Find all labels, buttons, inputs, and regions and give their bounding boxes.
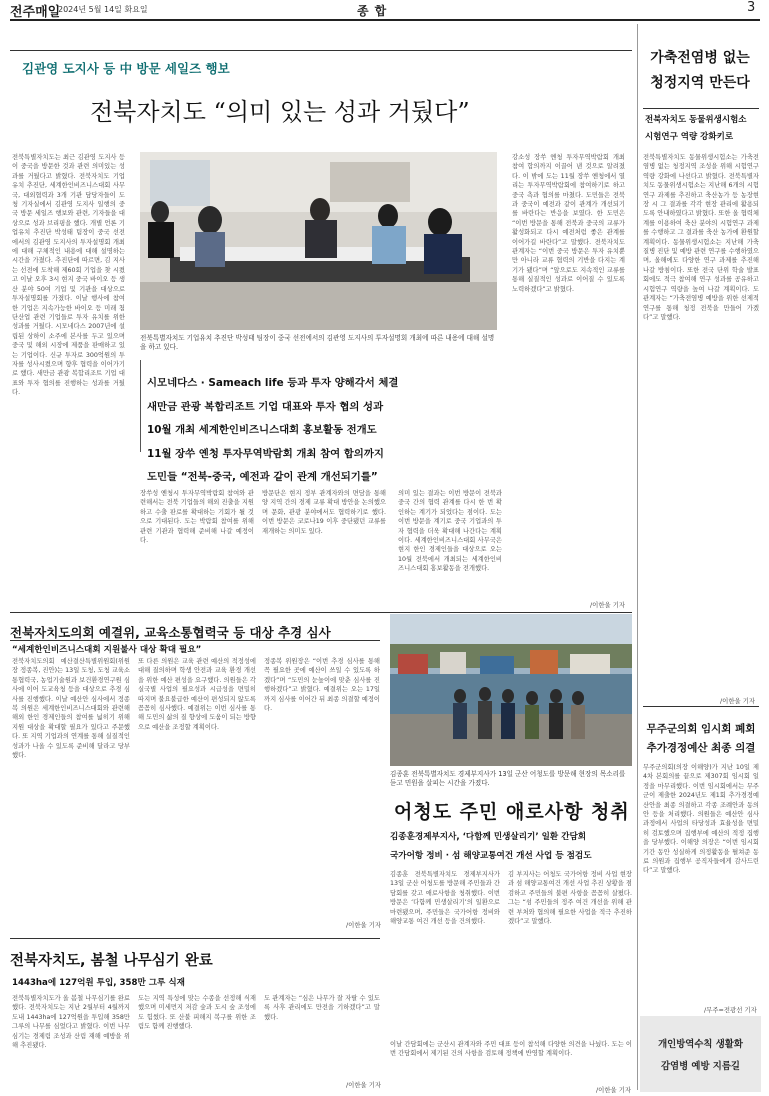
bullet-item: 11월 장쑤 옌청 투자무역박람회 개최 참여 합의까지 bbox=[147, 447, 384, 460]
main-body-lower1: 장쑤성 옌청시 투자무역박람회 참여와 관련해서는 전북 기업들의 해외 진출을 지원하고 수출 판로를 확대하는 기회가 될 것으로 기대된다. 도는 박람회 참여를 위해 관련 기관과 협력해 준비해 나갈 예정이다. bbox=[140, 490, 254, 545]
bullet-item: 도민들 “전북-중국, 예전과 같이 관계 개선되기를” bbox=[147, 471, 378, 483]
main-photo bbox=[140, 152, 497, 330]
page-number: 3 bbox=[747, 0, 756, 15]
sidebar-top-body: 전북특별자치도 동물위생시험소는 가축전염병 없는 청정지역 조성을 위해 시험연구 역량 강화에 나선다고 밝혔다. 전북특별자치도 동물위생시험소는 지난해 6개의 시험연구 과제를 추진하고 축산농가 등 농장현장 시 그 결과를 각각 현장 관리에 활용되도록 안내하였다고 밝혔다. 또한 올 협력체계를 이용하여 축산 분야의 시험연구 과제를 수행하고 그 결과를 축산 농가에 환원할 계획이다. 동물위생시험소는 지난해 가축질병 진단 및 예방 관련 연구를 수행하였으며, 올해에도 다양한 연구 과제를 추진해 나갈 방침이다. 또한 전국 단위 학술 발표회에도 적극 참여해 연구 성과를 공유하고 시험연구 역량을 높여 나갈 계획이다. 도 관계자는 “가축전염병 예방을 위한 선제적 연구를 통해 청정 전북을 만들어 가겠다”고 말했다. bbox=[643, 154, 759, 321]
eocheongdo-body-col2: 김 부지사는 어청도 국가어항 정비 사업 현장과 섬 해양교통여건 개선 사업 추진 상황을 점검하고 주민들의 불편 사항을 꼼꼼히 살폈다. 그는 “섬 주민들의 정주 여건 개선을 위해 관련 부처와 협의해 필요한 사업을 적극 추진하겠다”고 말했다. bbox=[508, 871, 632, 926]
trees-rule bbox=[10, 938, 380, 939]
council-byline: /이한울 기자 bbox=[346, 921, 382, 929]
eocheongdo-headline: 어청도 주민 애로사항 청취 bbox=[394, 801, 630, 823]
eocheongdo-photo bbox=[390, 614, 632, 766]
trees-body-col3: 도 관계자는 “심은 나무가 잘 자랄 수 있도록 사후 관리에도 만전을 기하겠다”고 말했다. bbox=[264, 995, 380, 1021]
main-kicker: 김관영 도지사 등 中 방문 세일즈 행보 bbox=[22, 61, 230, 76]
eocheongdo-caption: 김종훈 전북특별자치도 경제부지사가 13일 군산 어청도를 방문해 현장의 목소리를 듣고 민원을 살피는 시간을 가졌다. bbox=[390, 770, 626, 788]
section-title: 종합 bbox=[357, 4, 393, 18]
main-body-lower2: 방문단은 현지 정부 관계자와의 면담을 통해 양 지역 간의 경제 교류 확대 방안을 논의했으며 문화, 관광 분야에서도 협력하기로 했다. 이번 방문은 코로나19 이후 중단됐던 교류를 재개하는 의미도 있다. bbox=[262, 490, 386, 535]
bullet-item: 새만금 관광 복합리조트 기업 대표와 투자 협의 성과 bbox=[147, 400, 384, 413]
sidebar-top-headline-line2: 청정지역 만든다 bbox=[650, 75, 750, 91]
main-headline: 전북자치도 “의미 있는 성과 거뒀다” bbox=[90, 98, 470, 126]
sidebar-mid-subhead: 추가경정예산 최종 의결 bbox=[646, 742, 756, 754]
eocheongdo-byline: /이한울 기자 bbox=[596, 1086, 632, 1094]
eocheongdo-subhead1: 김종훈경제부지사, ‘다함께 민생살리기’ 일환 간담회 bbox=[390, 832, 587, 842]
sidebar-top-sub-line1: 전북자치도 동물위생시험소 bbox=[645, 115, 747, 125]
sidebar-top-headline bbox=[641, 46, 759, 96]
main-body-col3: 강소성 장쑤 옌청 투자무역박람회 개최 참여 합의까지 이끌어 낸 것으로 알려졌다. 이 밖에 도는 11월 장쑤 옌청에서 열리는 투자무역박람회에 참여하기로 하고 중국 측과 협의를 마쳤다. 도민들은 전북과 중국이 예전과 같이 관계가 개선되기를 바란다는 반응을 보였다. 한 도민은 “이번 방문을 통해 전북과 중국의 교류가 활성화되고 다시 예전처럼 좋은 관계를 이어가길 바란다”고 말했다. 전북자치도 관계자는 “이번 중국 방문은 투자 유치뿐만 아니라 교류 협력의 기반을 다지는 계기가 됐다”며 “앞으로도 지속적인 교류를 통해 실질적인 성과로 이어질 수 있도록 노력하겠다”고 밝혔다. bbox=[512, 154, 625, 293]
council-subhead: “세계한인비즈니스대회 지원불사 대상 확대 필요” bbox=[12, 645, 202, 655]
bullet-item: 10월 개최 세계한인비즈니스대회 홍보활동 전개도 bbox=[147, 424, 377, 436]
issue-date: 2024년 5월 14일 화요일 bbox=[58, 5, 148, 14]
sidebar-mid-headline: 무주군의회 임시회 폐회 bbox=[646, 723, 756, 735]
sidebar-mid-body: 무주군의회(의장 이해양)가 지난 10일 제4차 본회의를 끝으로 제307회 임시회 일정을 마무리했다. 이번 임시회에서는 무주군이 제출한 2024년도 제1회 추가경정예산안을 최종 의결하고 각종 조례안과 동의안 등을 처리했다. 의원들은 예산안 심사 과정에서 사업의 타당성과 효율성을 면밀히 검토했으며 집행부에 예산의 적정 집행을 당부했다. 이해양 의장은 “이번 임시회 기간 동안 성실하게 의정활동을 펼쳐준 동료 의원과 집행부 공직자들에게 감사드린다”고 말했다. bbox=[643, 764, 759, 875]
sidebar-mid-rule bbox=[643, 706, 759, 707]
main-body-col1: 전북특별자치도는 최근 김관영 도지사 등이 중국을 방문한 것과 관련 의미있는 성과를 거뒀다고 밝혔다. 전북자치도 기업유치 추진단, 세계한인비즈니스대회 사무국, 대외협력과 3개 기관 담당자들이 도청 기자실에서 김관영 도지사 일행의 중국 방문 세일즈 행보와 관련, 기자들을 대상으로 성과 브리핑을 했다. 개별 언론 기업유치 추진단 박성태 팀장이 중국 선전에서의 김관영 도지사의 투자설명회 개최에 대해 구체적인 내용에 대해 설명하는 시간을 가졌다. 추진단에 따르면, 김 지사는 선전에 도착해 제60회 기업을 찾 시켰고 이날 오후 3시 현지 중국 바이오 등 생산 분야 50여 기업 및 기관을 대상으로 투자설명회를 가졌다. 이날 행사에 참여한 기업은 지속가능한 바이오 등 미래 첨단산업 관련 기업들로 투자 유치를 위한 성과를 거뒀다. 시모네다스 2007년에 설립된 상하이 소주에 본사를 두고 있으며 중국 및 해외 시장에 제품을 판매하고 있는 기업이다. 신규 투자로 300억원의 투자를 성사시켰으며 향후 협력을 이어가기로 했다. 새만금 관광 복합리조트 기업 대표와 투자 협의를 진행하는 성과를 거뒀다. bbox=[12, 154, 125, 397]
main-photo-caption: 전북특별자치도 기업유치 추진단 박성태 팀장이 중국 선전에서의 김관영 도지사의 투자설명회 개최에 따른 내용에 대해 설명을 하고 있다. bbox=[140, 334, 495, 352]
masthead-rule bbox=[10, 19, 760, 21]
sidebar-top-sub-line2: 시험연구 역량 강화키로 bbox=[645, 132, 734, 142]
sidebar-top-byline: /이한울 기자 bbox=[720, 697, 756, 705]
trees-byline: /이한울 기자 bbox=[346, 1081, 382, 1089]
trees-body-col1: 전북특별자치도가 올 봄철 나무심기를 완료했다. 전북자치도는 지난 2월부터 4월까지 도내 1443ha에 127억원을 투입해 358만 그루의 나무를 심었다고 밝혔다. 이번 나무심기는 경제림 조성과 산림 재해 예방을 위해 추진됐다. bbox=[12, 995, 130, 1050]
sidebar-top-headline-line1: 가축전염병 없는 bbox=[650, 50, 750, 66]
sidebar-divider bbox=[637, 24, 638, 1090]
paper-name: 전주매일 bbox=[10, 5, 61, 20]
main-top-rule bbox=[10, 50, 632, 51]
trees-subhead: 1443ha에 127억원 투입, 358만 그루 식재 bbox=[12, 978, 185, 988]
council-body-col1: 전북자치도의회 예산결산특별위원회(위원장 정종복, 진안)는 13일 도청, 도청 교육소통협력국, 농업기술원과 보건환경연구원 심사에 이어 도교육청 등을 대상으로 추경 심사를 진행했다. 이날 예산안 심사에서 정종복 의원은 세계한인비즈니스대회와 관련해 해외 한인 경제인들의 참여를 넓히기 위해 지원 대상을 확대할 필요가 있다고 주문했다. 또 지역 기업과의 연계를 통해 실질적인 성과가 나올 수 있도록 준비해 달라고 당부했다. bbox=[12, 658, 130, 760]
trees-headline: 전북자치도, 봄철 나무심기 완료 bbox=[10, 953, 213, 969]
eocheongdo-body-col3: 이날 간담회에는 군산시 관계자와 주민 대표 등이 참석해 다양한 의견을 나눴다. 도는 이번 간담회에서 제기된 건의 사항을 검토해 정책에 반영할 계획이다. bbox=[390, 1041, 632, 1058]
council-rule bbox=[10, 640, 380, 641]
bullet-item: 시모네다스 · Sameach life 등과 투자 양해각서 체결 bbox=[147, 377, 399, 389]
trees-body-col2: 도는 지역 특성에 맞는 수종을 선정해 식재했으며 미세먼지 저감 숲과 도시 숲 조성에도 힘썼다. 또 산불 피해지 복구를 위한 조림도 함께 진행했다. bbox=[138, 995, 256, 1031]
masthead bbox=[10, 0, 760, 18]
council-headline: 전북자치도의회 예결위, 교육소통협력국 등 대상 추경 심사 bbox=[10, 625, 331, 640]
lower-top-rule bbox=[10, 612, 632, 613]
sidebar-top-subhead bbox=[645, 112, 759, 146]
notice-line2: 감염병 예방 지름길 bbox=[661, 1061, 740, 1072]
bullets-bar bbox=[140, 360, 142, 452]
sidebar-mid-byline: /무주=전광선 기자 bbox=[704, 1006, 757, 1014]
eocheongdo-subhead2: 국가어항 정비 · 섬 해양교통여건 개선 사업 등 점검도 bbox=[390, 851, 592, 861]
main-byline: /이한울 기자 bbox=[590, 601, 626, 609]
main-body-col2: 의미 있는 결과는 이번 방문이 전북과 중국 간의 협력 관계를 다시 한 번 확인하는 계기가 되었다는 점이다. 도는 이번 방문을 계기로 중국 기업과의 투자 협력을 더욱 확대해 나간다는 계획이다. 세계한인비즈니스대회 사무국은 현지 한인 경제인들을 대상으로 오는 10월 전북에서 개최되는 세계한인비즈니스대회 홍보활동을 전개했다. bbox=[398, 490, 502, 573]
sidebar-top-rule bbox=[643, 108, 759, 109]
council-body-col3: 정종복 위원장은 “이번 추경 심사를 통해 꼭 필요한 곳에 예산이 쓰일 수 있도록 하겠다”며 “도민의 눈높이에 맞춘 심사를 진행하겠다”고 밝혔다. 예결위는 오는 17일까지 심사를 이어간 뒤 최종 의결할 예정이다. bbox=[264, 658, 380, 713]
public-notice-box bbox=[640, 1016, 761, 1092]
main-bullets bbox=[147, 372, 487, 490]
council-body-col2: 또 다른 의원은 교육 관련 예산의 적정성에 대해 질의하며 학생 안전과 교육 환경 개선을 위한 예산 편성을 요구했다. 의원들은 각 실국별 사업의 필요성과 시급성을 면밀히 따지며 불요불급한 예산이 편성되지 않도록 꼼꼼히 심사했다. 예결위는 이번 심사를 통해 도민의 삶의 질 향상에 도움이 되는 방향으로 예산을 조정할 계획이다. bbox=[138, 658, 256, 731]
eocheongdo-body-col1: 김종훈 전북특별자치도 경제부지사가 13일 군산 어청도를 방문해 주민들과 간담회를 갖고 애로사항을 청취했다. 이번 방문은 ‘다함께 민생살리기’의 일환으로 마련됐으며, 주민들은 국가어항 정비와 해양교통 여건 개선 등을 건의했다. bbox=[390, 871, 500, 926]
notice-line1: 개인방역수칙 생활화 bbox=[658, 1039, 743, 1050]
